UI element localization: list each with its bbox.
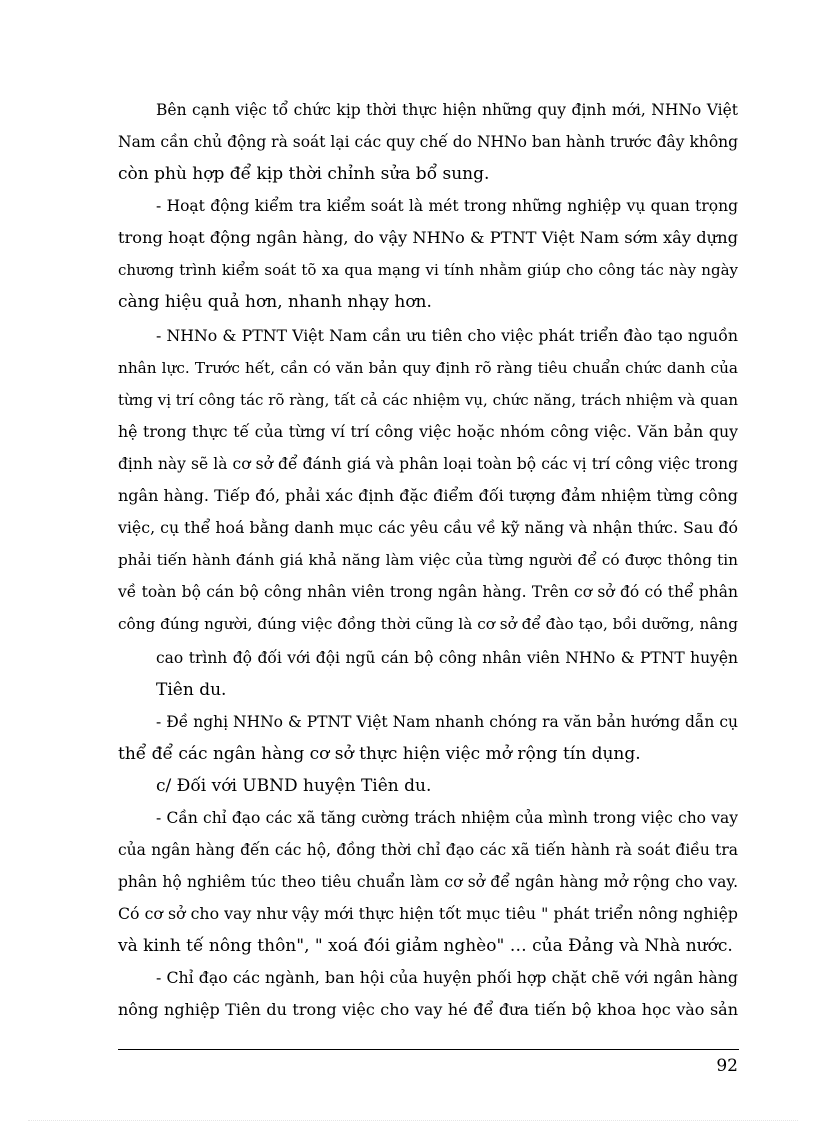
text-line: phải tiến hành đánh giá khả năng làm việc của từng người để có được thông tin [118, 551, 738, 569]
text-line: c/ Đối với UBND huyện Tiên du. [156, 776, 432, 796]
text-line: phân hộ nghiêm túc theo tiêu chuẩn làm cơ sở để ngân hàng mở rộng cho vay. [118, 873, 738, 891]
page-number: 92 [716, 1056, 738, 1076]
text-line: công đúng người, đúng việc đồng thời cũng là cơ sở để đào tạo, bồi dưỡng, nâng [118, 615, 738, 633]
text-line: việc, cụ thể hoá bằng danh mục các yêu cầu về kỹ năng và nhận thức. Sau đó [118, 518, 738, 537]
text-line: trong hoạt động ngân hàng, do vậy NHNo & PTNT Việt Nam sớm xây dựng [118, 228, 738, 247]
text-line: Có cơ sở cho vay như vậy mới thực hiện tốt mục tiêu " phát triển nông nghiệp [118, 904, 738, 923]
text-line: - NHNo & PTNT Việt Nam cần ưu tiên cho việc phát triển đào tạo nguồn [156, 326, 738, 345]
text-line: - Cần chỉ đạo các xã tăng cường trách nhiệm của mình trong việc cho vay [156, 809, 738, 827]
page-edge-dots [28, 1120, 798, 1121]
text-line: càng hiệu quả hơn, nhanh nhạy hơn. [118, 292, 432, 312]
text-line: - Đề nghị NHNo & PTNT Việt Nam nhanh chóng ra văn bản hướng dẫn cụ [156, 713, 738, 731]
text-line: thể để các ngân hàng cơ sở thực hiện việc mở rộng tín dụng. [118, 744, 641, 764]
text-line: định này sẽ là cơ sở để đánh giá và phân loại toàn bộ các vị trí công việc trong [118, 455, 738, 473]
text-line: cao trình độ đối với đội ngũ cán bộ công nhân viên NHNo & PTNT huyện [156, 649, 738, 667]
text-line: từng vị trí công tác rõ ràng, tất cả các nhiệm vụ, chức năng, trách nhiệm và quan [118, 391, 738, 409]
text-line: của ngân hàng đến các hộ, đồng thời chỉ đạo các xã tiến hành rà soát điều tra [118, 841, 738, 859]
footer-rule [118, 1049, 739, 1050]
text-line: ngân hàng. Tiếp đó, phải xác định đặc điểm đối tượng đảm nhiệm từng công [118, 486, 738, 505]
text-line: nhân lực. Trước hết, cần có văn bản quy định rõ ràng tiêu chuẩn chức danh của [118, 359, 738, 377]
text-line: Nam cần chủ động rà soát lại các quy chế do NHNo ban hành trước đây không [118, 133, 739, 151]
text-line: về toàn bộ cán bộ công nhân viên trong ngân hàng. Trên cơ sở đó có thể phân [118, 583, 738, 601]
text-line: nông nghiệp Tiên du trong việc cho vay hé để đưa tiến bộ khoa học vào sản [118, 1000, 738, 1019]
text-line: - Chỉ đạo các ngành, ban hội của huyện phối hợp chặt chẽ với ngân hàng [156, 968, 738, 987]
text-line: còn phù hợp để kịp thời chỉnh sửa bổ sung. [118, 164, 490, 184]
text-line: Tiên du. [156, 680, 227, 700]
text-line: - Hoạt động kiểm tra kiểm soát là mét trong những nghiệp vụ quan trọng [156, 197, 738, 215]
text-line: và kinh tế nông thôn", " xoá đói giảm nghèo" … của Đảng và Nhà nước. [118, 936, 733, 956]
text-line: Bên cạnh việc tổ chức kịp thời thực hiện những quy định mới, NHNo Việt [156, 101, 738, 119]
text-line: chương trình kiểm soát tõ xa qua mạng vi tính nhằm giúp cho công tác này ngày [118, 261, 738, 279]
text-line: hệ trong thực tế của từng ví trí công việc hoặc nhóm công việc. Văn bản quy [118, 422, 738, 441]
